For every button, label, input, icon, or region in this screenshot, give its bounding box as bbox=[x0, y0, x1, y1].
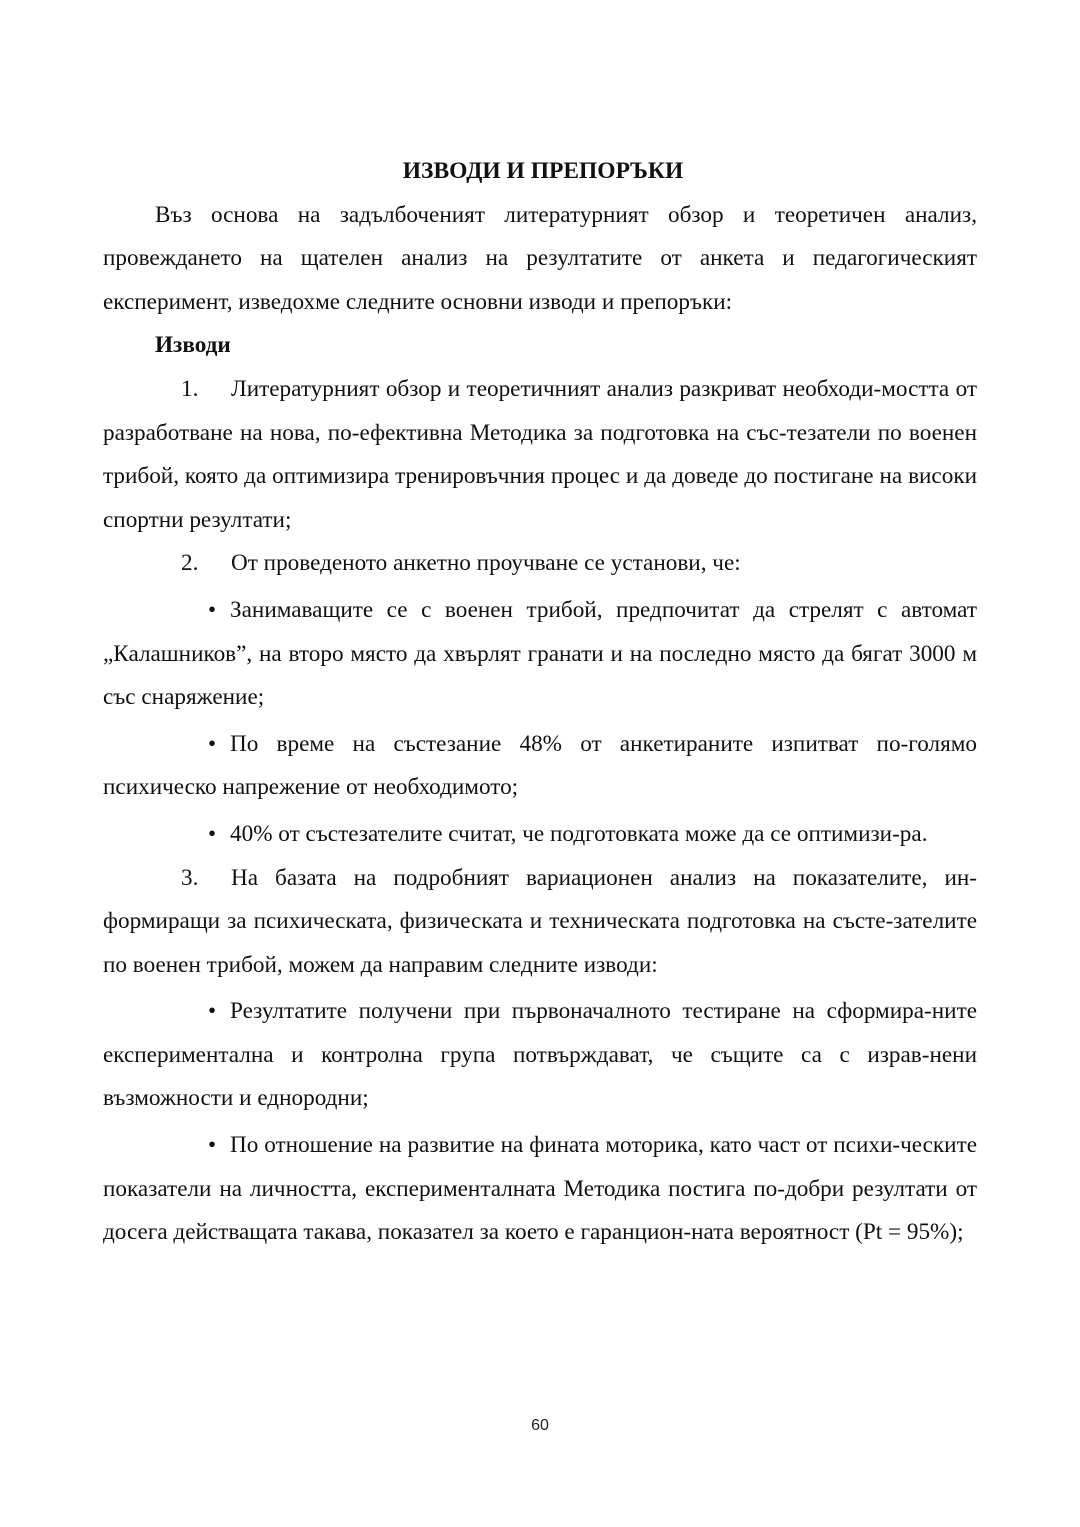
bullet-text: Занимаващите се с военен трибой, предпочитат да стрелят с автомат „Калашников”, на второ място да хвърлят гранати и на последно място да бягат 3000 м със снаряжение; bbox=[103, 596, 977, 711]
item-number: 2. bbox=[181, 550, 199, 577]
bullet-dot-icon: • bbox=[208, 596, 217, 623]
section-heading: ИЗВОДИ И ПРЕПОРЪКИ bbox=[402, 158, 684, 184]
subheading-conclusions: Изводи bbox=[155, 332, 231, 359]
bullet-dot-icon: • bbox=[208, 998, 217, 1025]
intro-paragraph: Въз основа на задълбоченият литературният обзор и теоретичен анализ, провеждането на щателен анализ на резултатите от анкета и педагогическият експеримент, изведохме следните основни изводи и препоръки: bbox=[103, 201, 977, 315]
numbered-item-2 bbox=[103, 542, 977, 586]
numbered-item-1 bbox=[103, 368, 977, 542]
bullet-text: По време на състезание 48% от анкетираните изпитват по-голямо психическо напрежение от необходимото; bbox=[103, 730, 977, 801]
bullet-item bbox=[103, 990, 977, 1121]
bullet-text: Резултатите получени при първоначалното тестиране на сформира-ните експериментална и контролна група потвърждават, че същите са с израв-нени възможности и еднородни; bbox=[103, 998, 977, 1112]
item-number: 3. bbox=[181, 864, 199, 891]
bullet-text: 40% от състезателите считат, че подготовката може да се оптимизи-ра. bbox=[230, 820, 928, 847]
numbered-item-3 bbox=[103, 857, 977, 988]
bullet-dot-icon: • bbox=[208, 730, 217, 757]
page-number: 60 bbox=[531, 1417, 549, 1434]
bullet-item bbox=[103, 589, 977, 720]
bullet-dot-icon: • bbox=[208, 820, 217, 847]
page-content bbox=[103, 150, 977, 1255]
bullet-item bbox=[103, 1124, 977, 1255]
bullet-text: По отношение на развитие на фината моторика, като част от психи-ческите показатели на личността, експерименталната Методика постига по-добри резултати от досега действащата такава, показател за което е гаранцион-ната вероятност (Pt = 95%); bbox=[103, 1132, 977, 1246]
item-text: На базата на подробният вариационен анализ на показателите, ин-формиращи за психическата, физическата и техническата подготовка на състе-зателите по военен трибой, можем да направим следните изводи: bbox=[103, 864, 977, 978]
bullet-item bbox=[103, 813, 977, 857]
bullet-dot-icon: • bbox=[208, 1132, 217, 1159]
item-number: 1. bbox=[181, 375, 199, 402]
item-text: Литературният обзор и теоретичният анализ разкриват необходи-мостта от разработване на нова, по-ефективна Методика за подготовка на със-тезатели по военен трибой, която да оптимизира тренировъчния процес и да доведе до постигане на високи спортни резултати; bbox=[103, 375, 977, 533]
item-text: От проведеното анкетно проучване се установи, че: bbox=[231, 550, 741, 577]
bullet-item bbox=[103, 723, 977, 810]
